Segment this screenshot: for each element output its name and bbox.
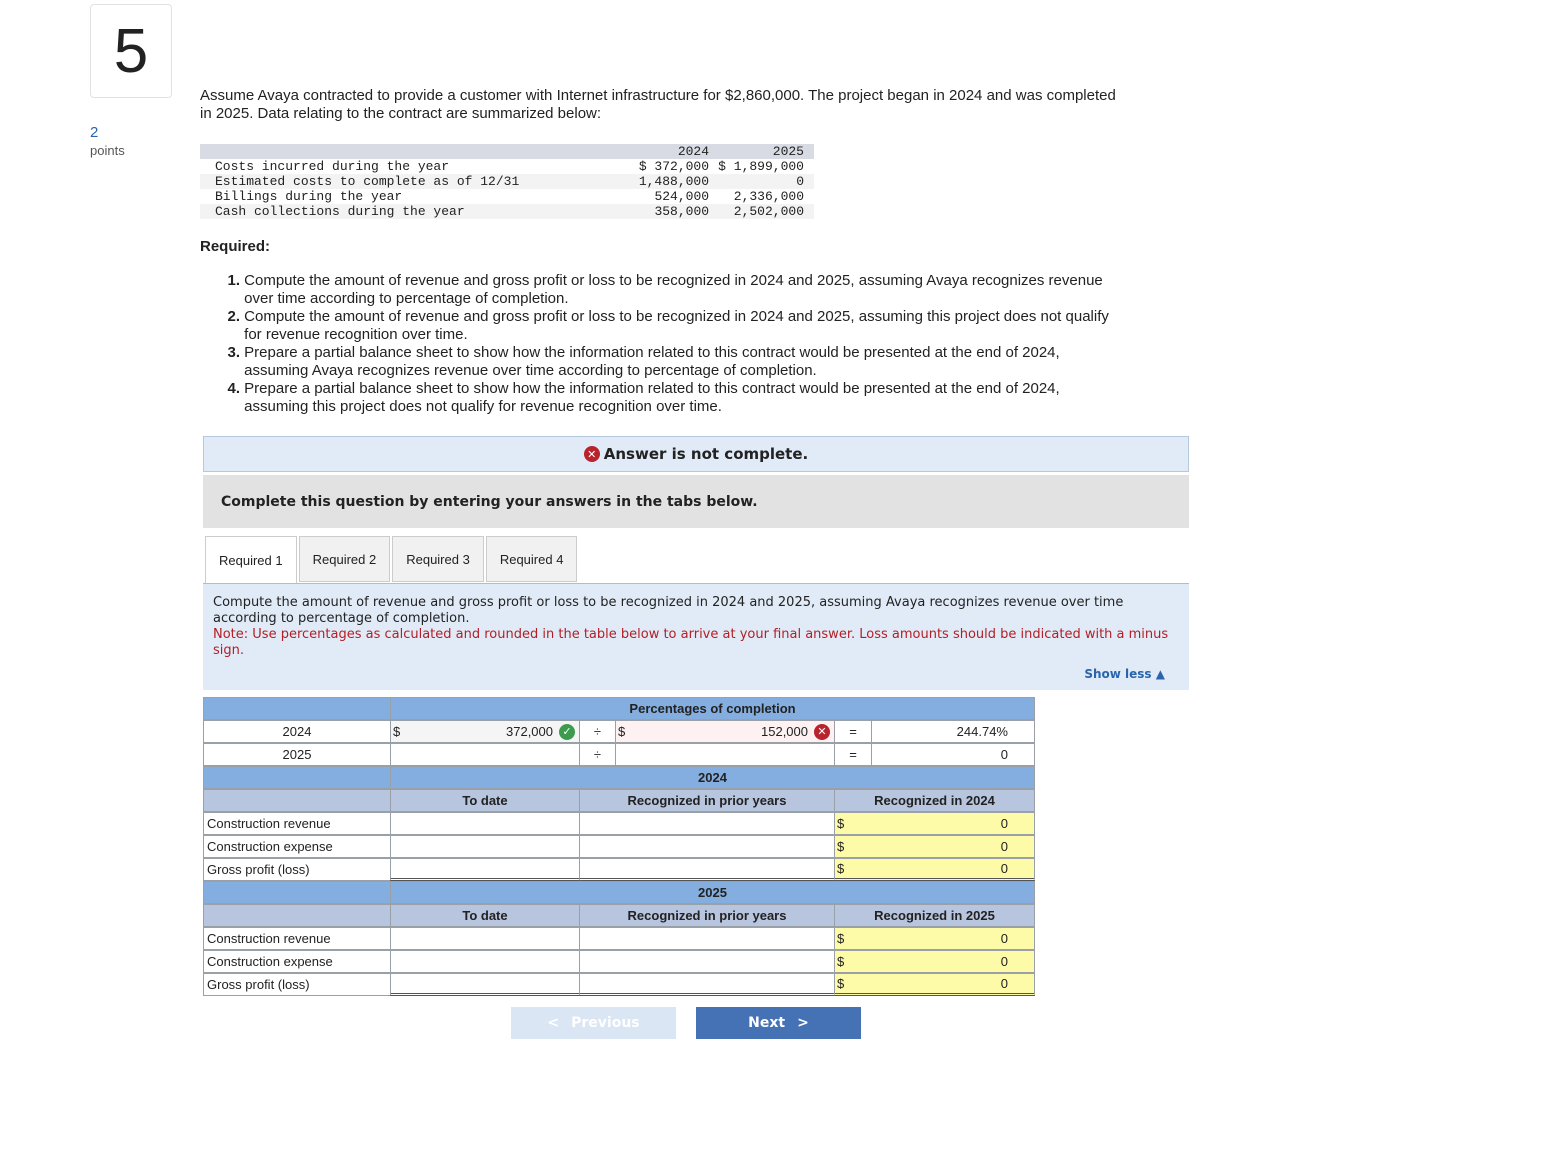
- contract-data-table: [200, 144, 814, 219]
- answer-status-banner: [203, 436, 1189, 472]
- input-2024-gp-to-date[interactable]: [390, 858, 580, 881]
- table-row: Gross profit (loss) $ 0: [203, 858, 1035, 881]
- points-value: 2: [90, 124, 99, 141]
- check-icon: ✓: [559, 724, 575, 740]
- tab-required-3[interactable]: Required 3: [392, 536, 484, 582]
- pct-title: Percentages of completion: [390, 697, 1035, 720]
- table-header-row: [200, 144, 814, 159]
- input-2025-revenue-to-date[interactable]: [390, 927, 580, 950]
- required-list: [218, 272, 1118, 416]
- pct-2025-numerator[interactable]: [390, 743, 580, 766]
- input-2024-expense-to-date[interactable]: [390, 835, 580, 858]
- input-2025-expense-prior[interactable]: [579, 950, 835, 973]
- list-item: 2. Compute the amount of revenue and gross profit or loss to be recognized in 2024 and 2025, assuming this project does not qualify for revenue recognition over time.: [227, 308, 1109, 343]
- table-row: Costs incurred during the year $ 372,000 $ 1,899,000: [215, 159, 804, 174]
- section-2025-col-headers: To date Recognized in prior years Recognized in 2025: [203, 904, 1035, 927]
- pct-2025-result: 0: [871, 743, 1035, 766]
- input-2025-gp-prior[interactable]: [579, 973, 835, 996]
- instructions-panel: [203, 584, 1189, 690]
- tab-required-1[interactable]: Required 1: [205, 536, 297, 584]
- list-item: 3. Prepare a partial balance sheet to show how the information related to this contract would be presented at the end of 2024, assuming Avaya recognizes revenue over time according to percentage of completion.: [227, 344, 1060, 379]
- table-row: Billings during the year 524,000 2,336,000: [215, 189, 804, 204]
- chevron-right-icon: >: [797, 1015, 809, 1031]
- section-2024-title-row: 2024: [203, 766, 1035, 789]
- input-2024-expense-prior[interactable]: [579, 835, 835, 858]
- table-row: 2025 ÷ = 0: [203, 743, 1035, 766]
- error-icon: ✕: [584, 446, 600, 462]
- triangle-up-icon: ▲: [1155, 667, 1165, 681]
- next-button[interactable]: Next >: [696, 1007, 861, 1039]
- question-number: 5: [90, 4, 172, 98]
- complete-instructions: Complete this question by entering your answers in the tabs below.: [203, 475, 1189, 528]
- input-2024-gp-prior[interactable]: [579, 858, 835, 881]
- chevron-left-icon: <: [547, 1015, 560, 1031]
- input-2025-gp-to-date[interactable]: [390, 973, 580, 996]
- table-row: 2024 $ 372,000 ✓ ÷ $ 152,000 ✕ = 244.74%: [203, 720, 1035, 743]
- pct-2024-numerator[interactable]: 372,000: [506, 724, 553, 739]
- show-less-link[interactable]: Show less ▲: [1084, 667, 1165, 681]
- tab-required-4[interactable]: Required 4: [486, 536, 578, 582]
- table-row: Gross profit (loss) $ 0: [203, 973, 1035, 996]
- table-row: Construction expense $ 0: [203, 835, 1035, 858]
- input-2025-expense-to-date[interactable]: [390, 950, 580, 973]
- list-item: 4. Prepare a partial balance sheet to show how the information related to this contract would be presented at the end of 2024, assuming this project does not qualify for revenue recognition over time.: [227, 380, 1060, 415]
- header-2024: 2024: [613, 144, 709, 159]
- required-title: Required:: [200, 238, 271, 255]
- table-row: Cash collections during the year 358,000 2,502,000: [200, 204, 814, 219]
- list-item: 1. Compute the amount of revenue and gross profit or loss to be recognized in 2024 and 2025, assuming Avaya recognizes revenue over time according to percentage of completion.: [227, 272, 1103, 307]
- intro-text: Assume Avaya contracted to provide a customer with Internet infrastructure for $2,860,000. The project began in 2024 and was completed in 2025. Data relating to the contract are summarized below:: [200, 87, 1116, 122]
- instructions-note: Note: Use percentages as calculated and rounded in the table below to arrive at your final answer. Loss amounts should be indicated with a minus sign.: [213, 627, 1169, 658]
- previous-button[interactable]: < Previous: [511, 1007, 676, 1039]
- points-box: [90, 124, 125, 160]
- section-2024-col-headers: To date Recognized in prior years Recognized in 2024: [203, 789, 1035, 812]
- answer-status-text: Answer is not complete.: [603, 445, 809, 463]
- error-icon: ✕: [814, 724, 830, 740]
- tab-required-2[interactable]: Required 2: [299, 536, 391, 582]
- pct-2025-denominator[interactable]: [615, 743, 835, 766]
- input-2025-revenue-prior[interactable]: [579, 927, 835, 950]
- tab-bar: [205, 536, 579, 583]
- input-2024-revenue-prior[interactable]: [579, 812, 835, 835]
- header-2025: 2025: [709, 144, 814, 159]
- instructions-text: Compute the amount of revenue and gross profit or loss to be recognized in 2024 and 2025, assuming Avaya recognizes revenue over time according to percentage of completion.: [213, 595, 1124, 626]
- table-row: Construction revenue $ 0: [203, 812, 1035, 835]
- table-row: Estimated costs to complete as of 12/31 1,488,000 0: [200, 174, 814, 189]
- section-2025-title-row: 2025: [203, 881, 1035, 904]
- input-2024-revenue-to-date[interactable]: [390, 812, 580, 835]
- table-row: Construction expense $ 0: [203, 950, 1035, 973]
- table-row: Construction revenue $ 0: [203, 927, 1035, 950]
- pct-header-row: [203, 697, 1035, 720]
- pct-2024-result: 244.74%: [871, 720, 1035, 743]
- pct-2024-denominator[interactable]: 152,000: [761, 724, 808, 739]
- points-label: points: [90, 143, 125, 158]
